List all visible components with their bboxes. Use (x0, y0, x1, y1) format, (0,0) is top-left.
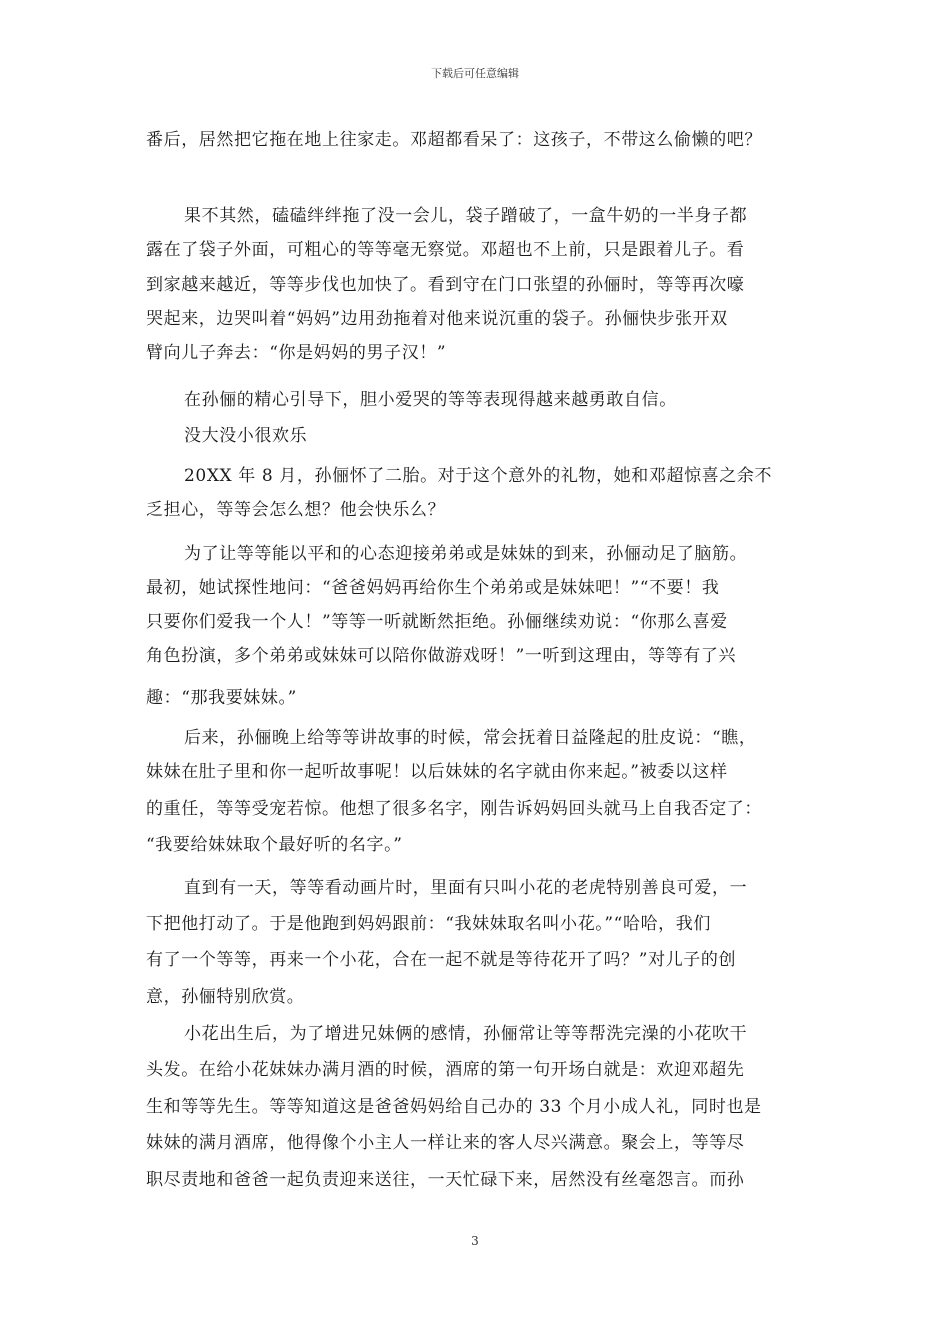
text-line: 露在了袋子外面，可粗心的等等毫无察觉。邓超也不上前，只是跟着儿子。看 (146, 240, 745, 260)
text-line: 妹妹的满月酒席，他得像个小主人一样让来的客人尽兴满意。聚会上，等等尽 (146, 1133, 745, 1153)
text-line: 头发。在给小花妹妹办满月酒的时候，酒席的第一句开场白就是：欢迎邓超先 (146, 1060, 745, 1080)
text-line: 乏担心，等等会怎么想？他会快乐么？ (146, 500, 446, 520)
text-line: 最初，她试探性地问：“爸爸妈妈再给你生个弟弟或是妹妹吧！”“不要！我 (146, 578, 720, 598)
text-line: 直到有一天，等等看动画片时，里面有只叫小花的老虎特别善良可爱，一 (184, 878, 748, 898)
text-line: 的重任，等等受宠若惊。他想了很多名字，刚告诉妈妈回头就马上自我否定了： (146, 799, 762, 819)
text-line: 生和等等先生。等等知道这是爸爸妈妈给自己办的 33 个月小成人礼，同时也是 (146, 1097, 762, 1117)
text-line: 果不其然，磕磕绊绊拖了没一会儿，袋子蹭破了，一盒牛奶的一半身子都 (184, 206, 748, 226)
text-line: 到家越来越近，等等步伐也加快了。看到守在门口张望的孙俪时，等等再次嚎 (146, 275, 745, 295)
text-line: 有了一个等等，再来一个小花，合在一起不就是等待花开了吗？”对儿子的创 (146, 950, 737, 970)
section-heading: 没大没小很欢乐 (184, 426, 308, 446)
text-line: 只要你们爱我一个人！”等等一听就断然拒绝。孙俪继续劝说：“你那么喜爱 (146, 612, 728, 632)
text-line: 后来，孙俪晚上给等等讲故事的时候，常会抚着日益隆起的肚皮说：“瞧， (184, 728, 757, 748)
text-line: 番后，居然把它拖在地上往家走。邓超都看呆了：这孩子，不带这么偷懒的吧？ (146, 130, 762, 150)
text-line: 下把他打动了。于是他跑到妈妈跟前：“我妹妹取名叫小花。”“哈哈，我们 (146, 914, 711, 934)
page-number: 3 (471, 1234, 479, 1248)
page-header: 下载后可任意编辑 (431, 67, 519, 80)
text-line: “我要给妹妹取个最好听的名字。” (146, 835, 403, 855)
text-line: 妹妹在肚子里和你一起听故事呢！以后妹妹的名字就由你来起。”被委以这样 (146, 762, 728, 782)
text-line: 臂向儿子奔去：“你是妈妈的男子汉！” (146, 343, 447, 363)
text-line: 20XX 年 8 月，孙俪怀了二胎。对于这个意外的礼物，她和邓超惊喜之余不 (184, 466, 773, 486)
text-line: 角色扮演，多个弟弟或妹妹可以陪你做游戏呀！”一听到这理由，等等有了兴 (146, 646, 737, 666)
text-line: 小花出生后，为了增进兄妹俩的感情，孙俪常让等等帮洗完澡的小花吹干 (184, 1024, 748, 1044)
text-line: 职尽责地和爸爸一起负责迎来送往，一天忙碌下来，居然没有丝毫怨言。而孙 (146, 1170, 745, 1190)
text-line: 趣：“那我要妹妹。” (146, 688, 297, 708)
text-line: 在孙俪的精心引导下，胆小爱哭的等等表现得越来越勇敢自信。 (184, 390, 677, 410)
text-line: 为了让等等能以平和的心态迎接弟弟或是妹妹的到来，孙俪动足了脑筋。 (184, 544, 748, 564)
text-line: 意，孙俪特别欣赏。 (146, 987, 305, 1007)
text-line: 哭起来，边哭叫着“妈妈”边用劲拖着对他来说沉重的袋子。孙俪快步张开双 (146, 309, 728, 329)
